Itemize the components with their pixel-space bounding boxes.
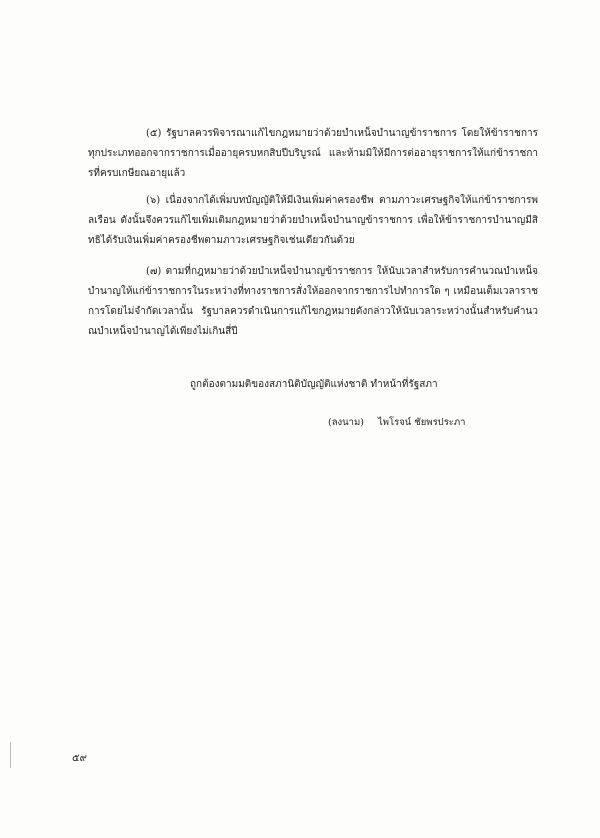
page-number: ๕๙ <box>72 753 87 764</box>
paragraph-number: (๖) <box>146 195 161 206</box>
paragraph-6 <box>88 191 538 251</box>
paragraph-text: รัฐบาลควรพิจารณาแก้ไขกฎหมายว่าด้วยบำเหน็จบำนาญข้าราชการ โดยให้ข้าราชการทุกประเภทออกจากราชการเมื่ออายุครบหกสิบปีบริบูรณ์ และห้ามมิให้มีการต่ออายุราชการให้แก่ข้าราชการที่ครบเกษียณอายุแล้ว <box>88 128 538 179</box>
paragraph-number: (๕) <box>146 128 162 139</box>
paragraph-text: เนื่องจากได้เพิ่มบทบัญญัติให้มีเงินเพิ่มค่าครองชีพ ตามภาวะเศรษฐกิจให้แก่ข้าราชการพลเรือน ดังนั้นจึงควรแก้ไขเพิ่มเติมกฎหมายว่าด้วยบำเหน็จบำนาญข้าราชการ เพื่อให้ข้าราชการบำนาญมีสิทธิได้รับเงินเพิ่มค่าครองชีพตามภาวะเศรษฐกิจเช่นเดียวกันด้วย <box>88 195 538 246</box>
certification-line: ถูกต้องตามมติของสภานิติบัญญัติแห่งชาติ ทำหน้าที่รัฐสภา <box>190 379 438 390</box>
paragraph-7 <box>88 262 538 342</box>
signature-block <box>328 416 466 430</box>
signature-label: (ลงนาม) <box>328 417 364 428</box>
scan-edge-mark <box>10 742 11 768</box>
signatory-name: ไพโรจน์ ชัยพรประภา <box>377 417 466 428</box>
paragraph-5 <box>88 124 538 184</box>
paragraph-text: ตามที่กฎหมายว่าด้วยบำเหน็จบำนาญข้าราชการ ให้นับเวลาสำหรับการคำนวณบำเหน็จบำนาญให้แก่ข้าราชการในระหว่างที่ทางราชการสั่งให้ออกจากราชการไปทำการใด ๆ เหมือนเต็มเวลาราชการโดยไม่จำกัดเวลานั้น รัฐบาลควรดำเนินการแก้ไขกฎหมายดังกล่าวให้นับเวลาระหว่างนั้นสำหรับคำนวณบำเหน็จบำนาญได้เพียงไม่เกินสี่ปี <box>88 266 538 337</box>
paragraph-number: (๗) <box>146 266 162 277</box>
